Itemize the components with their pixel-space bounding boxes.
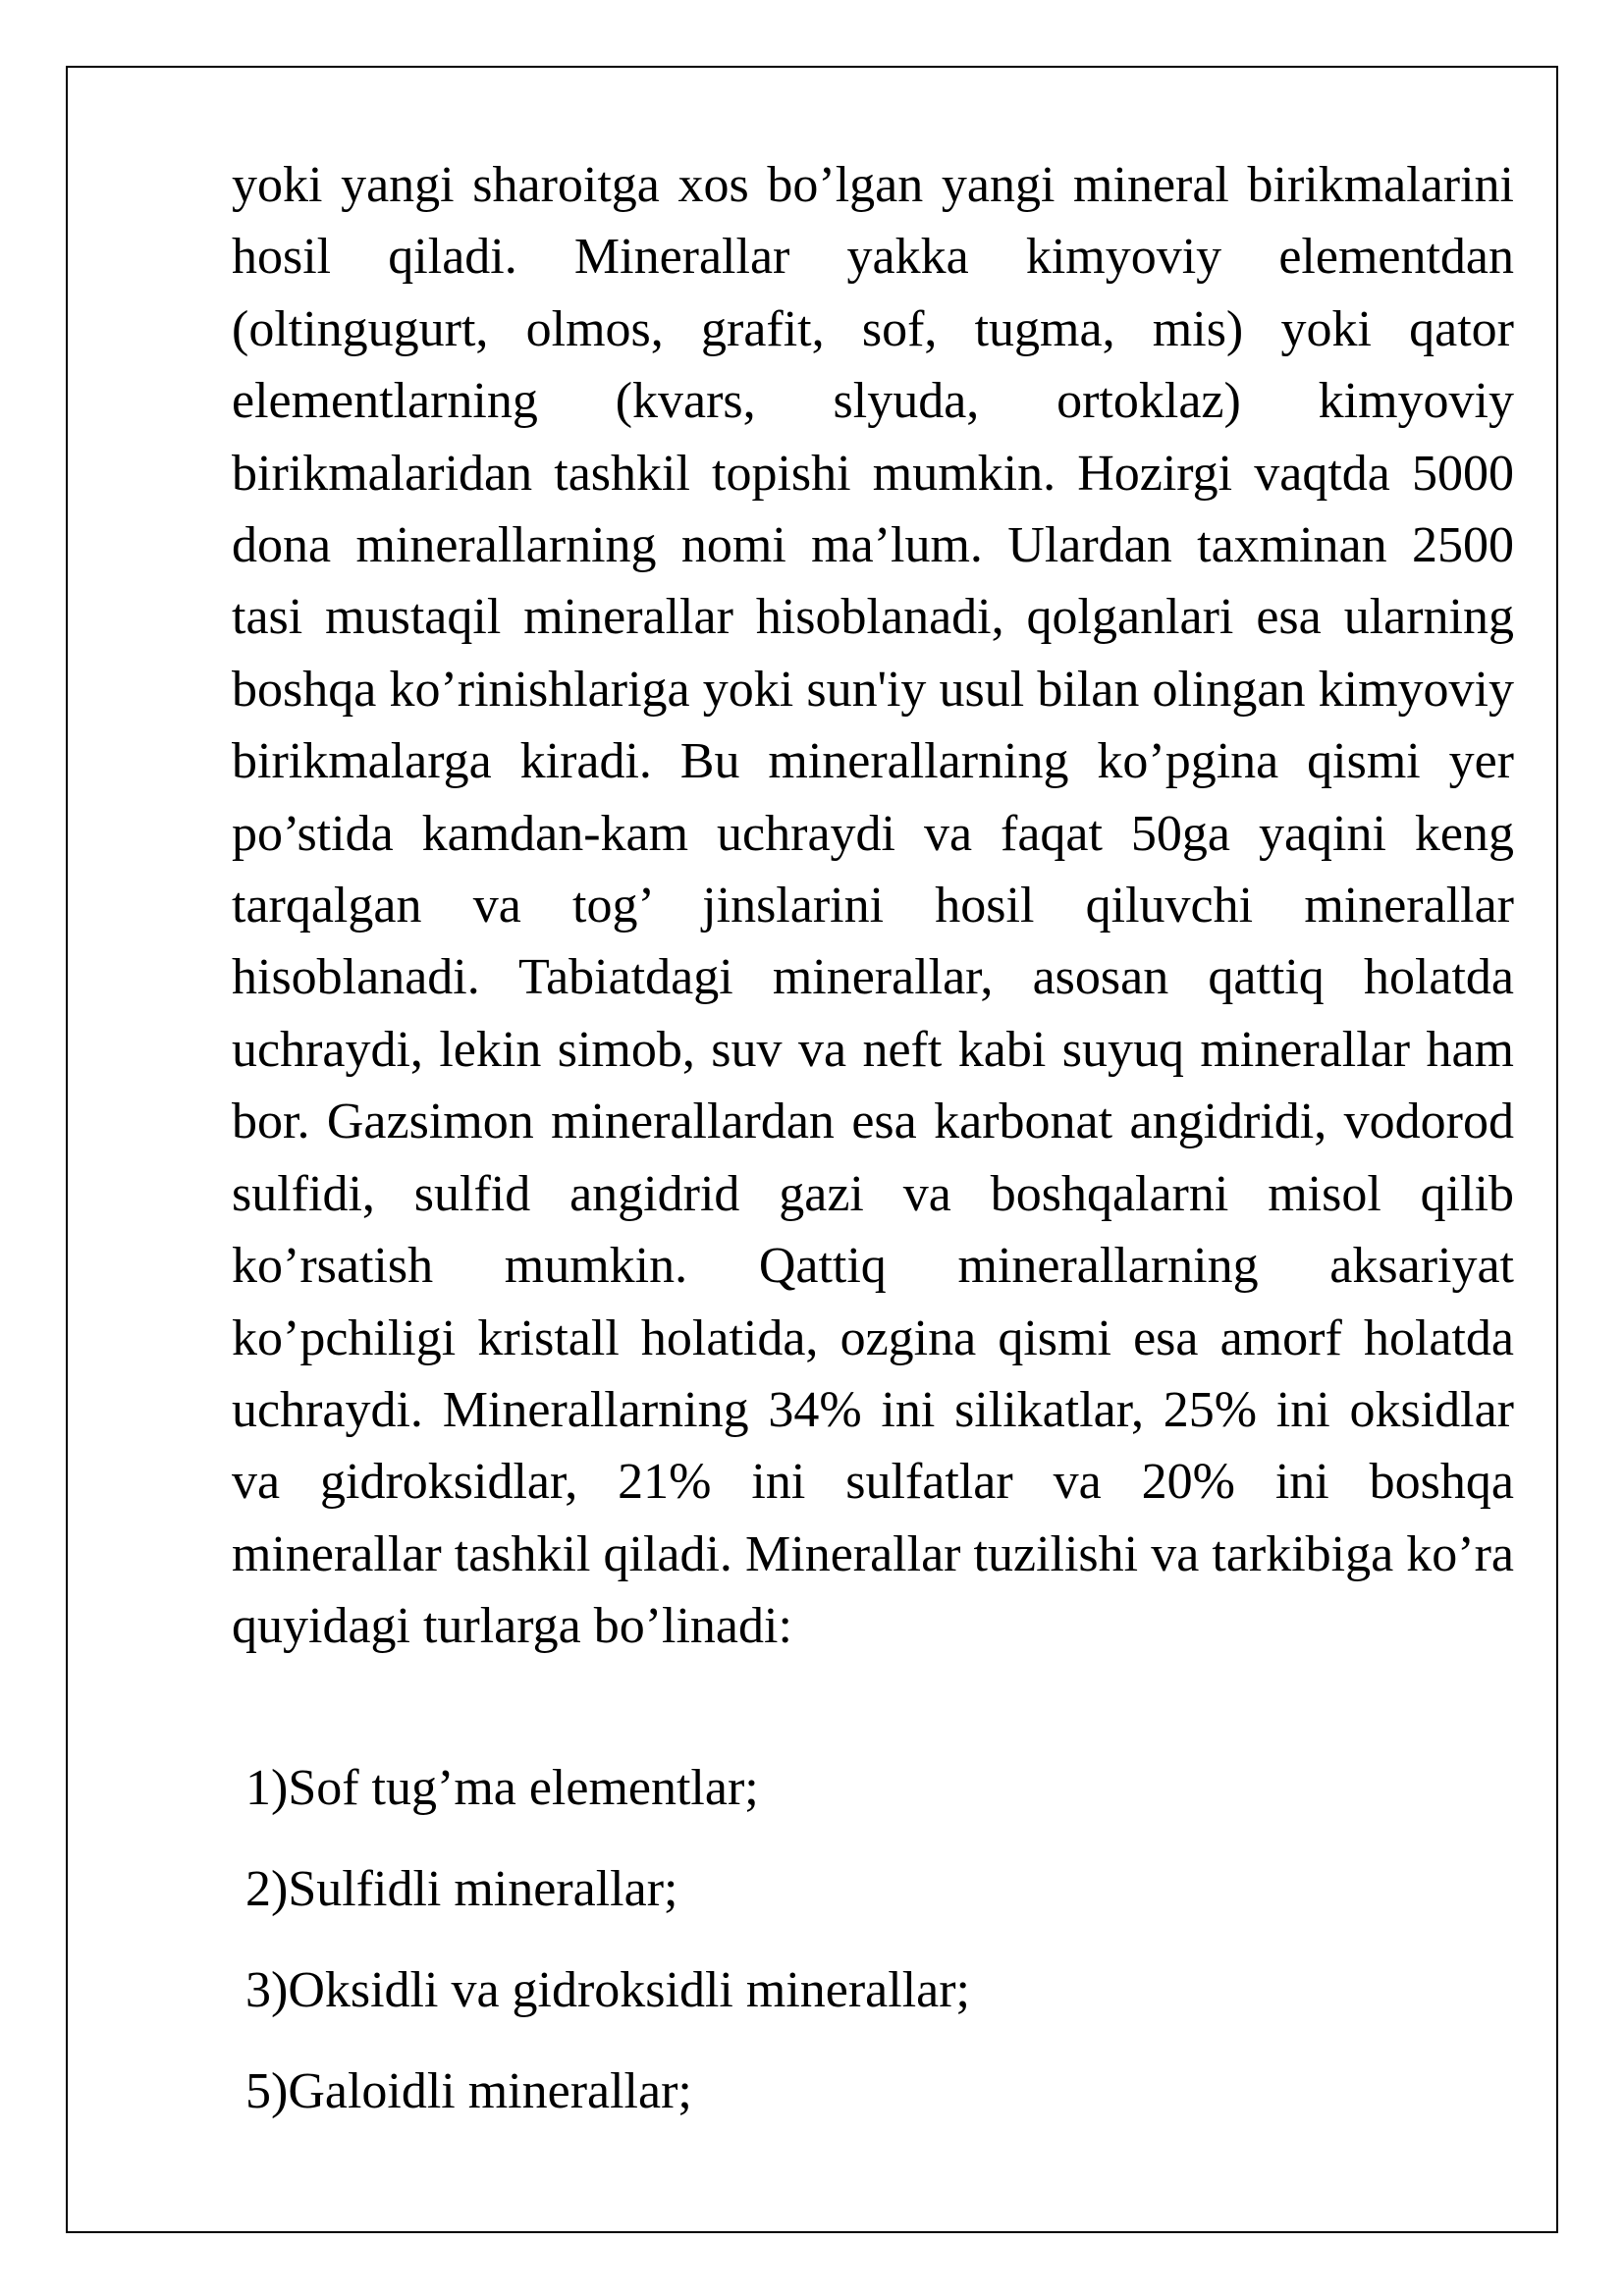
list-item: 3)Oksidli va gidroksidli minerallar; <box>245 1962 970 2018</box>
mineral-types-list <box>245 1752 1424 2157</box>
body-paragraph: yoki yangi sharoitga xos bo’lgan yangi mineral birikmalarini hosil qiladi. Minerallar yakka kimyoviy elementdan (oltingugurt, olmos, grafit, sof, tugma, mis) yoki qator elementlarning (kvars, slyuda, ortoklaz) kimyoviy birikmalaridan tashkil topishi mumkin. Hozirgi vaqtda 5000 dona minerallarning nomi ma’lum. Ulardan taxminan 2500 tasi mustaqil minerallar hisoblanadi, qolganlari esa ularning boshqa ko’rinishlariga yoki sun'iy usul bilan olingan kimyoviy birikmalarga kiradi. Bu minerallarning ko’pgina qismi yer po’stida kamdan-kam uchraydi va faqat 50ga yaqini keng tarqalgan va tog’ jinslarini hosil qiluvchi minerallar hisoblanadi. Tabiatdagi minerallar, asosan qattiq holatda uchraydi, lekin simob, suv va neft kabi suyuq minerallar ham bor. Gazsimon minerallardan esa karbonat angidridi, vodorod sulfidi, sulfid angidrid gazi va boshqalarni misol qilib ko’rsatish mumkin. Qattiq minerallarning aksariyat ko’pchiligi kristall holatida, ozgina qismi esa amorf holatda uchraydi. Minerallarning 34% ini silikatlar, 25% ini oksidlar va gidroksidlar, 21% ini sulfatlar va 20% ini boshqa minerallar tashkil qiladi. Minerallar tuzilishi va tarkibiga ko’ra quyidagi turlarga bo’linadi: <box>232 157 1514 1655</box>
document-body <box>232 149 1514 1663</box>
list-item: 1)Sof tug’ma elementlar; <box>245 1760 759 1816</box>
list-item: 2)Sulfidli minerallar; <box>245 1861 678 1917</box>
list-item: 5)Galoidli minerallar; <box>245 2063 692 2119</box>
